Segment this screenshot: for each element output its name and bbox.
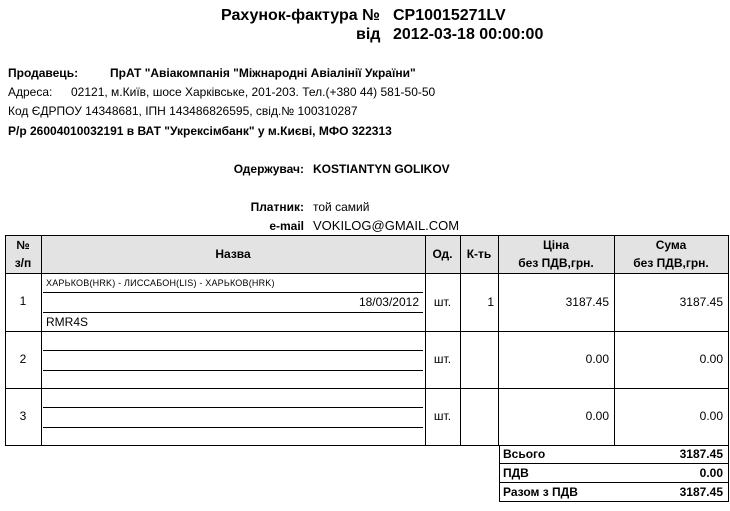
- table-row-2-sum: 0.00: [699, 352, 723, 366]
- table-row-3-price: 0.00: [585, 409, 609, 423]
- table-row-3-sum: 0.00: [699, 409, 723, 423]
- col-name-header: Назва: [215, 247, 251, 261]
- invoice-number: CP10015271LV: [393, 7, 506, 24]
- col-sum-header-1: Сума: [655, 238, 687, 252]
- seller-bank: Р/р 26004010032191 в ВАТ "Укрексімбанк" у м.Києві, МФО 322313: [8, 124, 392, 138]
- table-row-1-route: ХАРЬКОВ(HRK) - ЛИССАБОН(LIS) - ХАРЬКОВ(HRK): [46, 278, 275, 288]
- col-price-header-2: без ПДВ,грн.: [518, 256, 594, 270]
- invoice-date-label: від: [356, 26, 381, 43]
- seller-label: Продавець:: [8, 66, 79, 80]
- col-price-header-1: Ціна: [542, 238, 570, 252]
- table-row-1-code: RMR4S: [46, 315, 89, 329]
- email-label: e-mail: [269, 219, 304, 233]
- table-row-3-unit: шт.: [433, 409, 452, 423]
- email-value: VOKILOG@GMAIL.COM: [313, 218, 460, 233]
- recipient-value: KOSTIANTYN GOLIKOV: [313, 162, 450, 176]
- total-value-subtotal: 3187.45: [679, 447, 723, 461]
- invoice-date: 2012-03-18 00:00:00: [393, 26, 544, 43]
- seller-codes: Код ЄДРПОУ 14348681, ІПН 143486826595, свід.№ 100310287: [8, 104, 358, 118]
- seller-address-label: Адреса:: [8, 85, 53, 99]
- seller-address: 02121, м.Київ, шосе Харківське, 201-203. Тел.(+380 44) 581-50-50: [71, 85, 436, 99]
- payer-label: Платник:: [250, 200, 304, 214]
- recipient-label: Одержувач:: [233, 162, 304, 176]
- table-row-1-unit: шт.: [433, 295, 452, 309]
- table-row-2-price: 0.00: [585, 352, 609, 366]
- col-sum-header-2: без ПДВ,грн.: [633, 256, 709, 270]
- table-row-3-num: 3: [19, 409, 27, 423]
- table-row-1-qty: 1: [487, 295, 494, 309]
- total-value-grand: 3187.45: [679, 485, 723, 499]
- total-value-vat: 0.00: [699, 466, 723, 480]
- col-qty-header: К-ть: [466, 247, 492, 261]
- table-row-1-num: 1: [19, 294, 27, 308]
- table-row-1-price: 3187.45: [565, 295, 609, 309]
- col-num-header-1: №: [16, 238, 30, 252]
- total-label-vat: ПДВ: [503, 466, 529, 480]
- col-num-header-2: з/п: [14, 256, 32, 270]
- total-label-subtotal: Всього: [503, 447, 546, 461]
- table-row-2-unit: шт.: [433, 352, 452, 366]
- total-label-grand: Разом з ПДВ: [503, 485, 578, 499]
- col-unit-header: Од.: [432, 247, 453, 261]
- table-row-2-num: 2: [19, 352, 27, 366]
- payer-value: той самий: [313, 200, 370, 214]
- invoice-title-label: Рахунок-фактура №: [221, 7, 380, 24]
- seller-name: ПрАТ "Авіакомпанія "Міжнародні Авіалінії України": [110, 66, 416, 80]
- table-row-1-sum: 3187.45: [679, 295, 723, 309]
- table-row-1-flight-date: 18/03/2012: [358, 295, 419, 309]
